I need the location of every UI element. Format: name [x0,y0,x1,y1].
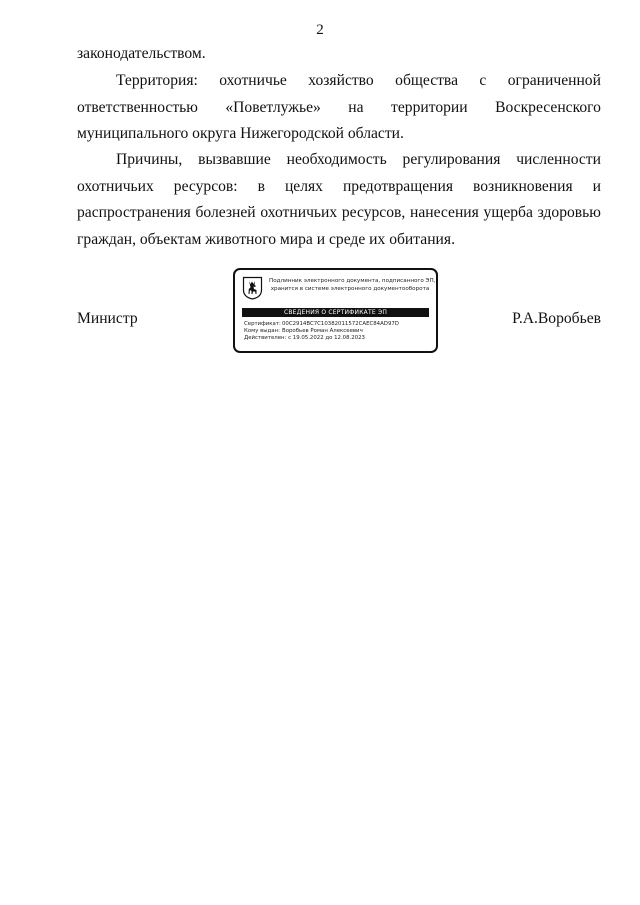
word: здоровью [537,204,601,221]
paragraph-reasons [77,147,601,253]
certificate-value: 00C2914BC7C10382011572CAEC84AD97D [282,321,399,327]
word: «Поветлужье» [225,98,321,116]
issued-to-row [244,328,430,335]
paragraph-line [77,200,601,227]
paragraph-line [77,41,601,68]
word: ущерба [483,204,533,221]
word: возникновения [472,177,573,195]
word: регулирования [402,151,501,168]
stamp-note-line: Подлинник электронного документа, подписанного ЭП, [269,278,436,284]
paragraph-line [77,174,601,201]
paragraph-line [77,121,601,148]
electronic-signature-stamp [233,268,438,353]
word: граждан, объектам животного мира и среде их обитания. [77,230,455,248]
word: охотничье [219,72,287,89]
word: общества [395,72,459,89]
validity-row: Действителен: с 19.05.2022 до 12.08.2023 [244,335,365,341]
word: и [592,177,601,195]
word: ресурсов, [341,204,406,221]
word: в [257,177,265,195]
paragraph-territory [77,68,601,148]
word: ответственностью [77,98,198,116]
page-number: 2 [316,22,324,38]
paragraph-continuation [77,41,601,68]
word: нанесения [409,204,479,221]
certificate-row [244,321,430,328]
paragraph-line [77,227,601,254]
word: Территория: [116,72,198,89]
word: Причины, [116,151,183,168]
word: территории [391,98,468,116]
paragraph-line [77,147,601,174]
word: законодательством. [77,45,206,62]
word: с [479,72,487,89]
paragraph-line [77,68,601,95]
stamp-note [269,277,436,293]
word: на [348,98,364,116]
word: необходимость [286,151,387,168]
nizhny-novgorod-deer-emblem-icon [242,276,263,300]
word: ограниченной [507,72,601,89]
word: муниципального округа Нижегородской области. [77,125,404,142]
certificate-label: Сертификат: [244,321,281,327]
word: вызвавшие [198,151,271,168]
paragraph-line [77,95,601,122]
signer-name: Р.А.Воробьев [512,310,601,327]
certificate-details [244,321,430,342]
word: предотвращения [342,177,454,195]
word: целях [284,177,323,195]
word: Воскресенского [495,98,601,116]
word: ресурсов: [173,177,238,195]
word: болезней [195,204,256,221]
stamp-header: СВЕДЕНИЯ О СЕРТИФИКАТЕ ЭП [242,308,429,317]
word: охотничьих [260,204,338,221]
word: охотничьих [77,177,154,195]
word: распространения [77,204,191,221]
word: численности [516,151,601,168]
issued-to-label: Кому выдан: [244,328,280,334]
stamp-note-line: хранится в системе электронного документооборота [270,286,430,292]
signer-position: Министр [77,310,138,327]
issued-to-value: Воробьев Роман Алексеевич [282,328,363,334]
word: хозяйство [308,72,374,89]
